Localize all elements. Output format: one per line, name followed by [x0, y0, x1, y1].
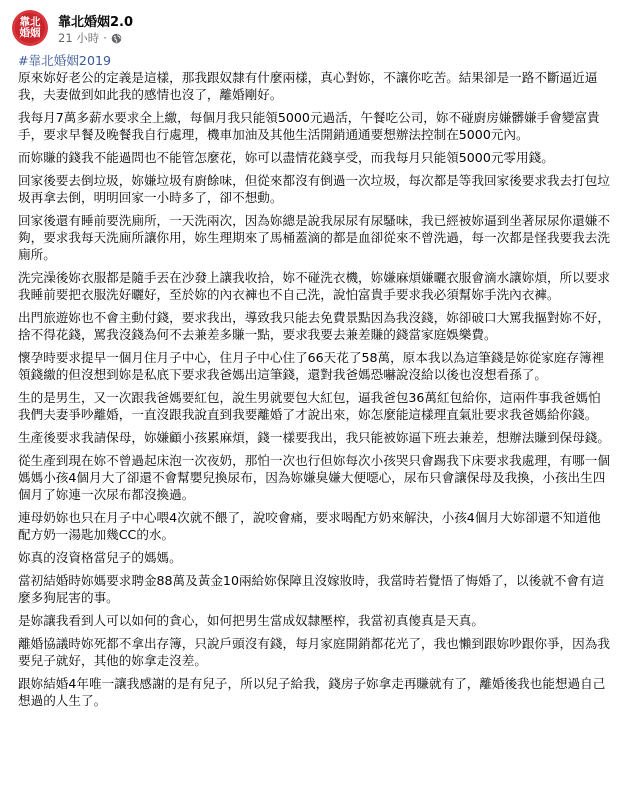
post-paragraph: 原來妳好老公的定義是這樣，那我跟奴隸有什麼兩樣，真心對妳，不讓你吃苦。結果卻是一路不斷逼近逼我，夫妻做到如此我的感情也沒了，離婚剛好。	[18, 70, 598, 102]
avatar-logo	[15, 13, 45, 43]
post-paragraph: 離婚協議時妳死都不拿出存簿，只說戶頭沒有錢，每月家庭開銷都花光了，我也懶到跟妳吵跟你爭，因為我要兒子就好，其他的妳拿走沒差。	[18, 636, 610, 668]
post-paragraph: 出門旅遊妳也不會主動付錢，要求我出，導致我只能去免費景點因為我沒錢，妳卻破口大罵我摳對妳不好，捨不得花錢，罵我沒錢為何不去兼差多賺一點，要求我要去兼差賺的錢當家庭娛樂費。	[18, 310, 610, 342]
post-paragraph: 當初結婚時妳媽要求聘金88萬及黃金10兩給妳保障且沒嫁妝時，我當時若覺悟了悔婚了，以後就不會有這麼多狗屁害的事。	[18, 573, 605, 605]
avatar-logo-line-2: 婚姻	[19, 27, 41, 39]
post-meta	[58, 30, 122, 46]
post-paragraph: 連母奶妳也只在月子中心喂4次就不餵了，說咬會痛，要求喝配方奶來解決，小孩4個月大妳卻還不知道他配方奶一湯匙加幾CC的水。	[18, 510, 601, 542]
post-paragraph: 從生產到現在妳不曾過起床泡一次夜奶，那怕一次也行但妳每次小孩哭只會踢我下床要求我處理，有哪一個媽媽小孩4個月大了卻還不會幫嬰兒換尿布，因為妳嫌臭嫌大便噁心，尿布只會讓保母及我換，小孩出生四個月了妳連一次尿布都沒換過。	[18, 453, 610, 502]
post-body	[18, 52, 610, 715]
page-name-link[interactable]: 靠北婚姻2.0	[58, 15, 134, 30]
post-paragraph: 懷孕時要求提早一個月住月子中心，住月子中心住了66天花了58萬，原本我以為這筆錢是妳從家庭存簿裡領錢繳的但沒想到妳是私底下要求我爸媽出這筆錢，還對我爸媽恐嚇說沒給以後也沒想看孫了。	[18, 350, 605, 382]
post-paragraph: 我每月7萬多薪水要求全上繳，每個月我只能領5000元過活，午餐吃公司，妳不碰廚房嫌髒嫌手會變富貴手，要求早餐及晚餐我自行處理，機車加油及其他生活開銷通通要想辦法控制在5000元內。	[18, 110, 600, 142]
post-header	[12, 10, 612, 46]
globe-icon[interactable]	[111, 33, 122, 44]
page-avatar[interactable]	[12, 10, 48, 46]
post-paragraph: 而妳賺的錢我不能過問也不能管怎麼花，妳可以盡情花錢享受，而我每月只能領5000元零用錢。	[18, 150, 554, 165]
post-paragraph: 妳真的沒資格當兒子的媽媽。	[18, 550, 182, 565]
post-paragraph: 是妳讓我看到人可以如何的貪心，如何把男生當成奴隸壓榨，我當初真傻真是天真。	[18, 613, 484, 628]
meta-separator: ·	[103, 31, 107, 45]
post-paragraph: 生的是男生，又一次跟我爸媽要紅包，說生男就要包大紅包，逼我爸包36萬紅包給你，這兩件事我爸媽怕我們夫妻爭吵離婚，一直沒跟我說直到我要離婚了才說出來，妳怎麼能這樣理直氣壯要求我爸媽給你錢。	[18, 390, 601, 422]
post-timestamp[interactable]: 21 小時	[58, 31, 100, 45]
avatar-logo-line-1: 靠北	[19, 15, 41, 28]
post-paragraph: 跟妳結婚4年唯一讓我感謝的是有兒子，所以兒子給我，錢房子妳拿走再賺就有了，離婚後我也能想過自己想過的人生了。	[18, 676, 606, 708]
post-paragraph: 洗完澡後妳衣服都是隨手丟在沙發上讓我收拾，妳不碰洗衣機，妳嫌麻煩嫌曬衣服會滴水讓妳煩，所以要求我睡前要把衣服洗好曬好，至於妳的內衣褲也不自己洗，說怕富貴手要求我必須幫妳手洗內衣褲。	[18, 270, 610, 302]
post-paragraph: 回家後要去倒垃圾，妳嫌垃圾有廚餘味，但從來都沒有倒過一次垃圾，每次都是等我回家後要求我去打包垃圾再拿去倒，明明回家一小時多了，卻不想動。	[18, 173, 610, 205]
post-paragraphs	[18, 69, 610, 709]
post-paragraph: 生產後要求我請保母，妳嫌顧小孩累麻煩，錢一樣要我出，我只能被妳逼下班去兼差，想辦法賺到保母錢。	[18, 430, 610, 445]
hashtag-link[interactable]: #靠北婚姻2019	[18, 53, 111, 68]
post-paragraph: 回家後還有睡前要洗廁所，一天洗兩次，因為妳總是說我尿尿有尿騷味，我已經被妳逼到坐著尿尿你還嫌不夠，要求我每天洗廁所讓你用，妳生理期來了馬桶蓋滴的都是血卻從來不曾洗過，每一次都是怪我要我去洗廁所。	[18, 213, 610, 262]
